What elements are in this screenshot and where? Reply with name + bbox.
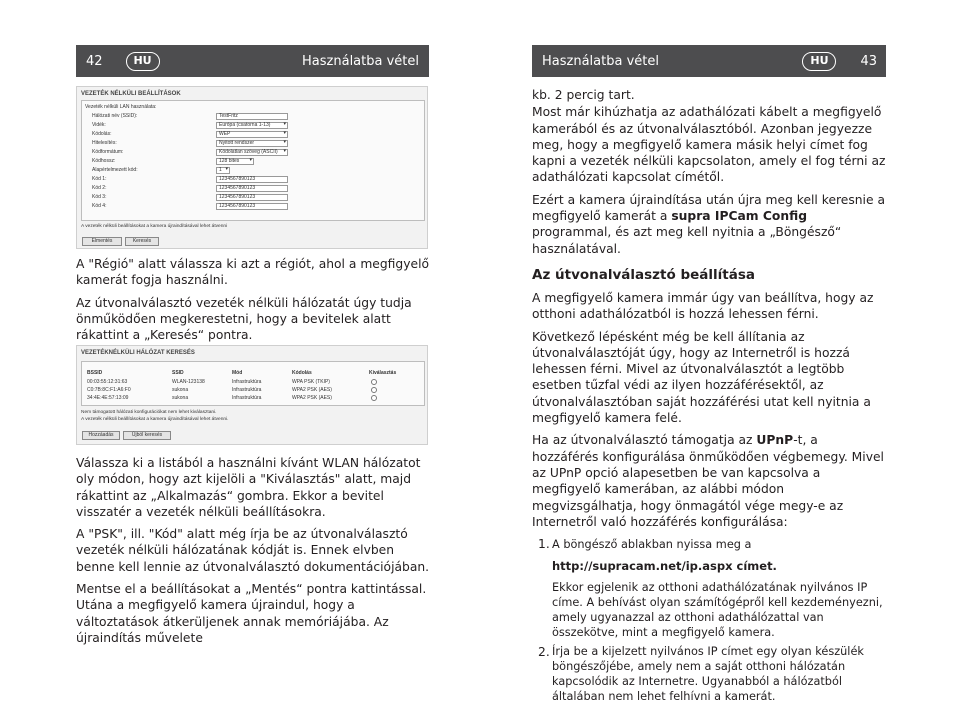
bssid-cell: C0:7B:8C:F1:A6:F0	[87, 387, 131, 393]
ssid-input[interactable]: TestFritz	[216, 113, 288, 120]
psk-paragraph: A "PSK", ill. "Kód" alatt még írja be az útvonalválasztó vezeték nélküli hálózatának kódját is. Ennek elvben benne kell lennie az útvonalválasztó dokumentációjában.	[76, 527, 430, 574]
right-page-number: 43	[860, 53, 877, 69]
column-header: Kiválasztás	[369, 370, 397, 376]
mode-cell: Infrastruktúra	[232, 387, 262, 393]
column-header: SSID	[172, 370, 184, 376]
setting-label: Vezeték nélküli LAN használata:	[85, 104, 157, 110]
unplug-paragraph: Most már kihúzhatja az adathálózati kábelt a megfigyelő kamerából és az útvonalválasztóból. Azonban jegyezze meg, hogy a megfigyelő kamera másik helyi címet fog kapni a vezeték nélküli kapcsolaton, amely el fog térni az adathálózati kapcsolat címétől.	[532, 105, 886, 185]
setting-label: Kód 4:	[92, 203, 107, 209]
column-header: BSSID	[87, 370, 103, 376]
step-text: Írja be a kijelzett nyilvános IP címet egy olyan készülék böngészőjébe, amely nem a saját otthoni hálózatán kapcsolódik az Internetre. Ugyanabból a hálózatból általában nem lehet felhívni a kamerát.	[552, 644, 864, 703]
encryption-cell: WPA2 PSK (AES)	[292, 387, 332, 393]
key3-input[interactable]: 1234567890123	[216, 194, 288, 201]
authentication-select[interactable]: Nyitott rendszer ▾	[216, 140, 288, 147]
select-radio[interactable]	[371, 379, 377, 385]
program-name: supra IPCam Config	[671, 209, 808, 224]
setting-label: Kód 3:	[92, 194, 107, 200]
wireless-settings-title: VEZETÉK NÉLKÜLI BEÁLLÍTÁSOK	[81, 91, 181, 97]
left-page-number: 42	[86, 53, 103, 69]
left-header-title: Használatba vétel	[302, 53, 419, 69]
list-number: 2.	[538, 644, 550, 659]
upnp-term: UPnP	[756, 433, 794, 448]
network-table	[81, 361, 425, 406]
ssid-cell: sukona	[172, 387, 189, 393]
list-number: 1.	[538, 537, 550, 552]
key2-input[interactable]: 1234567890123	[216, 185, 288, 192]
router-settings-heading: Az útvonalválasztó beállítása	[532, 266, 755, 283]
region-select[interactable]: Európa (csatorna 1-13) ▾	[216, 122, 288, 129]
network-search-screenshot	[76, 345, 428, 445]
add-button[interactable]: Hozzáadás	[82, 431, 120, 440]
left-text-block-1	[76, 256, 430, 349]
setting-label: Kódolás:	[92, 131, 112, 137]
restart-note: A vezeték nélküli beállításokat a kamera újraindításával lehet átvenni.	[81, 417, 229, 422]
reconnect-paragraph: Ezért a kamera újraindítása után újra meg kell keresnie a megfigyelő kamerát a supra IPCam Config programmal, és azt meg kell nyitnia a „Böngésző“ használatával.	[532, 192, 885, 256]
right-page-header	[532, 45, 886, 77]
mode-cell: Infrastruktúra	[232, 379, 262, 385]
key1-input[interactable]: 1234567890123	[216, 176, 288, 183]
duration-paragraph: kb. 2 percig tart.	[532, 88, 635, 102]
column-header: Mód	[232, 370, 243, 376]
setting-label: Vidék:	[92, 122, 106, 128]
select-network-paragraph: Válassza ki a listából a használni kívánt WLAN hálózatot oly módon, hogy azt kijelöli a "Kiválasztás" alatt, majd rákattint az „Alkalmazás“ gombra. Ekkor a bevitel visszatér a vezeték nélküli beállításokra.	[76, 456, 421, 519]
setting-label: Kód 2:	[92, 185, 107, 191]
left-page-header	[76, 45, 429, 77]
home-network-paragraph: A megfigyelő kamera immár úgy van beállítva, hogy az otthoni adathálózatból is hozzá lehessen férni.	[532, 290, 874, 322]
setting-label: Kód 1:	[92, 176, 107, 182]
setting-label: Hitelesítés:	[92, 140, 117, 146]
select-radio[interactable]	[371, 387, 377, 393]
mode-cell: Infrastruktúra	[232, 395, 262, 401]
search-button[interactable]: Keresés	[125, 237, 159, 246]
network-search-title: VEZETÉKNÉLKÜLI HÁLÓZAT KERESÉS	[81, 350, 195, 356]
upnp-paragraph: Ha az útvonalválasztó támogatja az UPnP-t, a hozzáférés konfigurálása önműködően végbemegy. Mivel az UPnP opció alapesetben be van kapcsolva a megfigyelő kamerában, az alábbi módon megvizsgálhatja, hogy önmagától vége megy-e az Internetről való hozzáférés konfigurálása:	[532, 433, 884, 529]
ssid-cell: WLAN-123138	[172, 379, 205, 385]
setting-label: Alapértelmezett kód:	[92, 167, 138, 173]
steps-list	[532, 536, 886, 704]
region-paragraph: A "Régió" alatt válassza ki azt a régiót, ahol a megfigyelő kamerát fogja használni.	[76, 257, 430, 288]
firewall-paragraph: Következő lépésként még be kell állítania az útvonalválasztóját úgy, hogy az Internetről is hozzá lehessen férni. Mivel az útvonalválasztót a legtöbb esetben tűzfal védi az ilyen hozzáférésektől, az útvonalválasztóban saját hozzáférési utat kell nyitnia a megfigyelő kamera felé.	[532, 329, 871, 426]
right-text-column	[532, 87, 886, 708]
setting-label: Hálózati név (SSID):	[92, 113, 138, 119]
bssid-cell: 34:4E:4E:57:13:09	[87, 395, 129, 401]
ip-check-link[interactable]: http://supracam.net/ip.aspx címet.	[552, 559, 777, 574]
select-radio[interactable]	[371, 395, 377, 401]
right-language-badge: HU	[802, 52, 836, 71]
list-item	[532, 536, 886, 640]
key-format-select[interactable]: Kódolatlan szöveg (ASCII) ▾	[216, 149, 288, 156]
bssid-cell: 00:03:55:12:31:63	[87, 379, 128, 385]
encryption-cell: WPA PSK (TKIP)	[292, 379, 330, 385]
save-button[interactable]: Elmentés	[82, 237, 122, 246]
right-header-title: Használatba vétel	[542, 53, 659, 69]
wireless-settings-form	[81, 100, 425, 221]
wireless-settings-screenshot	[76, 86, 428, 249]
left-language-badge: HU	[126, 52, 160, 71]
unsupported-note: Nem támogatott hálózati konfigurációkat nem lehet kiválasztani.	[81, 410, 217, 415]
left-text-block-2	[76, 455, 430, 652]
step-text: A böngésző ablakban nyissa meg a	[552, 538, 752, 552]
save-paragraph: Mentse el a beállításokat a „Mentés“ pontra kattintással. Utána a megfigyelő kamera újraindul, hogy a változtatások átkerüljenek annak memóriájába. Az újraindítás művelete	[76, 582, 427, 645]
key4-input[interactable]: 1234567890123	[216, 203, 288, 210]
default-key-select[interactable]: 1 ▾	[216, 167, 230, 174]
step-subtext: Ekkor egjelenik az otthoni adathálózatának nyilvános IP címe. A behívást olyan számítógépről kell kezdeményezni, amely ugyanazzal az otthoni adathálózattal van összekötve, mint a megfigyelő kamera.	[552, 580, 883, 639]
column-header: Kódolás	[292, 370, 312, 376]
rescan-button[interactable]: Újból keresés	[123, 431, 171, 440]
setting-label: Kódhossz:	[92, 158, 116, 164]
search-paragraph: Az útvonalválasztó vezeték nélküli hálózatát úgy tudja önműködően megkerestetni, hogy a bevitelek alatt rákattint a „Keresés“ pontra.	[76, 295, 412, 343]
ssid-cell: sukona	[172, 395, 189, 401]
setting-label: Kódformátum:	[92, 149, 124, 155]
key-length-select[interactable]: 128 bites ▾	[216, 158, 254, 165]
wireless-settings-note: A vezeték nélküli beállításokat a kamera újraindításával lehet átvenni	[81, 224, 228, 229]
encryption-select[interactable]: WEP ▾	[216, 131, 288, 138]
list-item	[532, 644, 886, 704]
encryption-cell: WPA2 PSK (AES)	[292, 395, 332, 401]
